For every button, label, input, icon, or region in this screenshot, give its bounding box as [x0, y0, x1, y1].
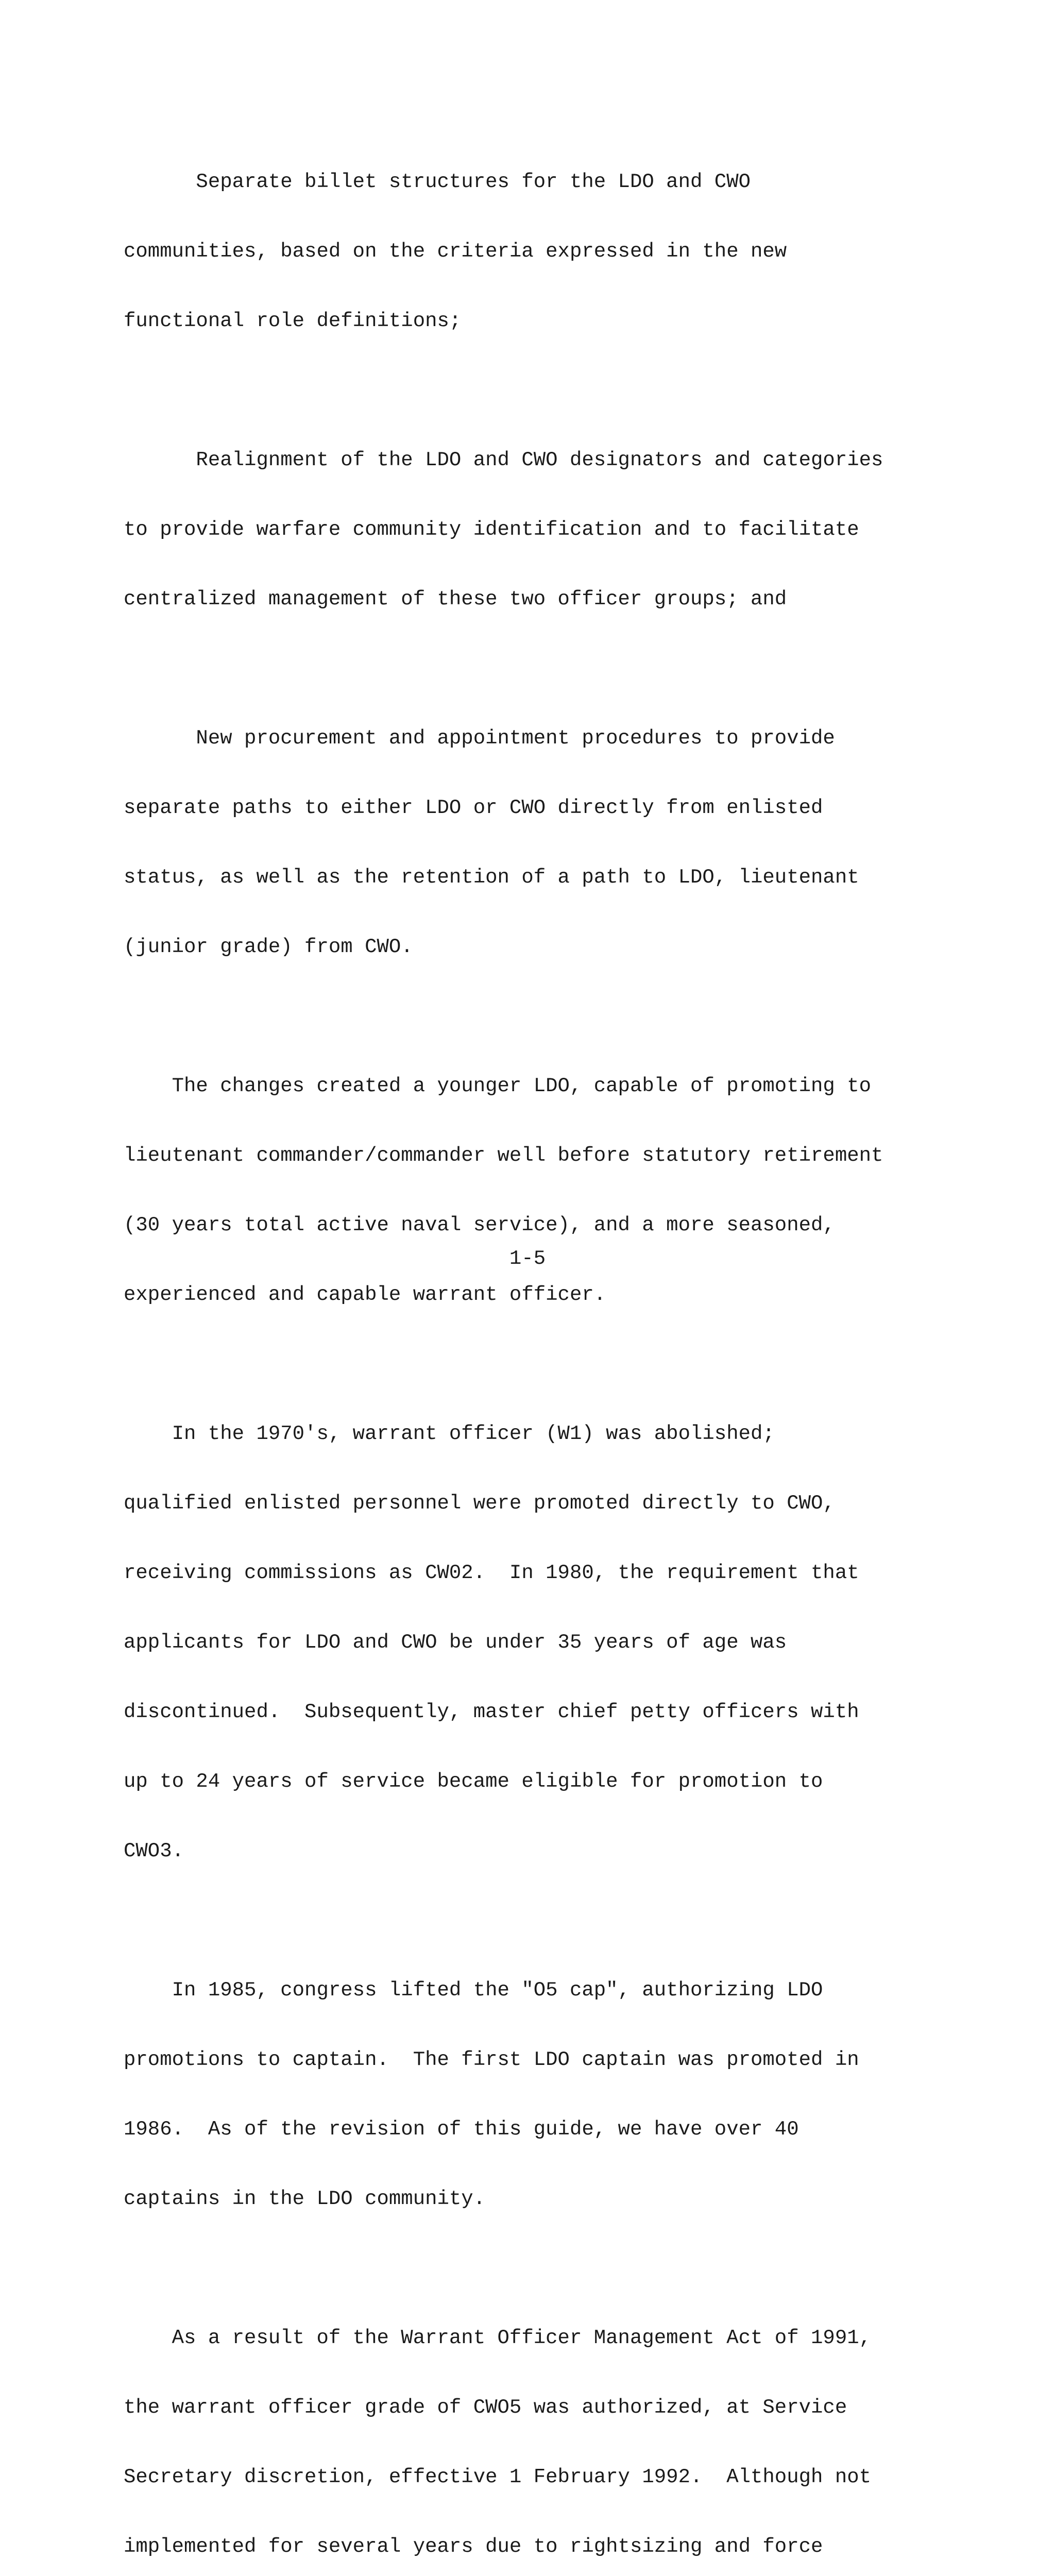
text-line: Secretary discretion, effective 1 February 1992. Although not: [124, 2466, 872, 2488]
text-line: The changes created a younger LDO, capable of promoting to: [124, 1075, 872, 1097]
text-line: centralized management of these two officer groups; and: [124, 588, 787, 611]
text-line: Realignment of the LDO and CWO designators and categories: [124, 449, 883, 471]
text-line: applicants for LDO and CWO be under 35 years of age was: [124, 1631, 787, 1654]
paragraph-management-act: [124, 2280, 1041, 2576]
text-line: CWO3.: [124, 1840, 184, 1862]
text-line: implemented for several years due to rightsizing and force: [124, 2535, 823, 2558]
text-line: promotions to captain. The first LDO captain was promoted in: [124, 2048, 859, 2071]
text-line: (30 years total active naval service), and a more seasoned,: [124, 1214, 835, 1236]
text-line: separate paths to either LDO or CWO directly from enlisted: [124, 796, 823, 819]
text-line: New procurement and appointment procedures to provide: [124, 727, 835, 750]
text-line: qualified enlisted personnel were promoted directly to CWO,: [124, 1492, 835, 1515]
text-line: status, as well as the retention of a path to LDO, lieutenant: [124, 866, 859, 889]
paragraph-changes-created: [124, 1028, 1041, 1353]
paragraph-billet-structures: [124, 124, 1041, 379]
text-line: 1986. As of the revision of this guide, we have over 40: [124, 2118, 799, 2141]
text-line: In 1985, congress lifted the "O5 cap", authorizing LDO: [124, 1979, 823, 2002]
paragraph-procurement: [124, 681, 1041, 1005]
text-line: receiving commissions as CW02. In 1980, the requirement that: [124, 1562, 859, 1584]
text-line: discontinued. Subsequently, master chief petty officers with: [124, 1701, 859, 1723]
paragraph-realignment: [124, 402, 1041, 657]
text-line: the warrant officer grade of CWO5 was authorized, at Service: [124, 2396, 847, 2419]
text-line: As a result of the Warrant Officer Management Act of 1991,: [124, 2327, 872, 2349]
text-line: to provide warfare community identification and to facilitate: [124, 518, 859, 541]
text-line: experienced and capable warrant officer.: [124, 1283, 606, 1306]
text-line: up to 24 years of service became eligible for promotion to: [124, 1770, 823, 1793]
text-line: functional role definitions;: [124, 310, 462, 332]
text-line: communities, based on the criteria expressed in the new: [124, 240, 787, 263]
text-line: In the 1970's, warrant officer (W1) was abolished;: [124, 1422, 775, 1445]
page-number: 1-5: [509, 1247, 546, 1270]
document-body: [124, 124, 1041, 2576]
text-line: (junior grade) from CWO.: [124, 936, 413, 958]
paragraph-1985: [124, 1933, 1041, 2257]
text-line: captains in the LDO community.: [124, 2188, 486, 2210]
text-line: lieutenant commander/commander well before statutory retirement: [124, 1144, 883, 1167]
text-line: Separate billet structures for the LDO and CWO: [124, 171, 751, 193]
paragraph-1970s: [124, 1376, 1041, 1909]
